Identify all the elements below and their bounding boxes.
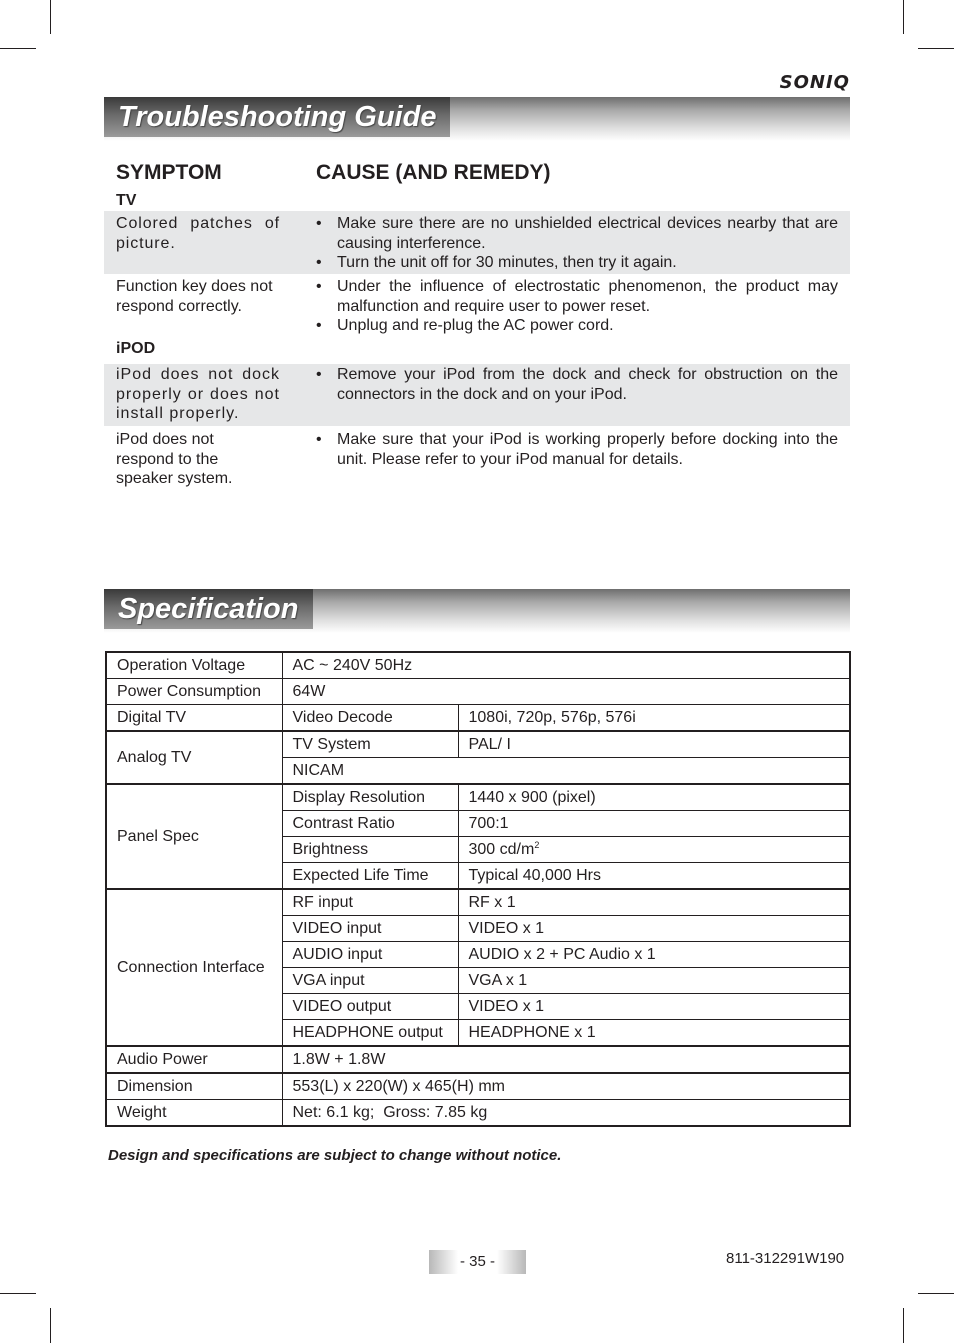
category-ipod: iPOD [116, 340, 156, 357]
cause-list [316, 430, 838, 469]
spec-subitem: VIDEO output [282, 994, 458, 1020]
spec-subitem: Display Resolution [282, 784, 458, 811]
spec-subitem: Expected Life Time [282, 863, 458, 890]
cause-list [316, 277, 838, 336]
cause-item: • Unplug and re-plug the AC power cord. [316, 316, 838, 336]
spec-value: 553(L) x 220(W) x 465(H) mm [282, 1073, 850, 1100]
table-row [106, 679, 850, 705]
specification-table [105, 651, 851, 1127]
specification-header-bar [104, 589, 850, 633]
crop-mark [50, 1308, 51, 1343]
spec-subitem: TV System [282, 731, 458, 758]
table-row [106, 1046, 850, 1073]
table-row [106, 1073, 850, 1100]
crop-mark [0, 48, 36, 49]
spec-label: Operation Voltage [106, 652, 282, 679]
document-number: 811-312291W190 [726, 1250, 845, 1267]
cause-list [316, 214, 838, 273]
spec-label: Panel Spec [106, 784, 282, 889]
cause-list [316, 365, 838, 404]
spec-subitem: Contrast Ratio [282, 811, 458, 837]
spec-value: 1440 x 900 (pixel) [458, 784, 850, 811]
symptom-text: Colored patches of picture. [116, 215, 280, 252]
crop-mark [0, 1293, 36, 1294]
troubleshooting-header-bar [104, 97, 850, 141]
spec-subitem: NICAM [282, 758, 850, 785]
cause-item: • Make sure that your iPod is working properly before docking into the unit. Please refer to your iPod manual for details. [316, 430, 838, 469]
spec-value: VIDEO x 1 [458, 916, 850, 942]
spec-value: 64W [282, 679, 850, 705]
brightness-value: 300 cd/m [468, 841, 535, 858]
spec-value: 1.8W + 1.8W [282, 1046, 850, 1073]
crop-mark [918, 1293, 954, 1294]
crop-mark [903, 0, 904, 34]
spec-label: Audio Power [106, 1046, 282, 1073]
spec-subitem: VIDEO input [282, 916, 458, 942]
cause-item: • Remove your iPod from the dock and check for obstruction on the connectors in the dock and on your iPod. [316, 365, 838, 404]
specification-title: Specification [118, 593, 299, 625]
table-row [106, 731, 850, 758]
spec-subitem: Video Decode [282, 705, 458, 732]
spec-subitem: AUDIO input [282, 942, 458, 968]
cause-column-header: CAUSE (AND REMEDY) [316, 161, 551, 184]
footnote: Design and specifications are subject to change without notice. [108, 1147, 562, 1164]
spec-value: Net: 6.1 kg; Gross: 7.85 kg [282, 1100, 850, 1127]
table-row [106, 652, 850, 679]
spec-value: 1080i, 720p, 576p, 576i [458, 705, 850, 732]
spec-value: PAL/ I [458, 731, 850, 758]
cause-item: • Under the influence of electrostatic phenomenon, the product may malfunction and require user to power reset. [316, 277, 838, 316]
table-row [106, 784, 850, 811]
spec-value: Typical 40,000 Hrs [458, 863, 850, 890]
symptom-text: Function key does not respond correctly. [116, 278, 273, 315]
crop-mark [903, 1308, 904, 1343]
spec-value: HEADPHONE x 1 [458, 1020, 850, 1047]
spec-value: AC ~ 240V 50Hz [282, 652, 850, 679]
spec-subitem: Brightness [282, 837, 458, 863]
page-number: - 35 - [429, 1250, 526, 1274]
spec-label: Digital TV [106, 705, 282, 732]
table-row [106, 889, 850, 916]
specification-title-tab [104, 589, 313, 629]
spec-value: VGA x 1 [458, 968, 850, 994]
cause-item: • Make sure there are no unshielded electrical devices nearby that are causing interference. [316, 214, 838, 253]
table-row [106, 1100, 850, 1127]
symptom-column-header: SYMPTOM [116, 161, 222, 184]
spec-value: VIDEO x 1 [458, 994, 850, 1020]
spec-value: 700:1 [458, 811, 850, 837]
spec-subitem: HEADPHONE output [282, 1020, 458, 1047]
spec-value [458, 837, 850, 863]
crop-mark [918, 48, 954, 49]
table-row [106, 705, 850, 732]
spec-subitem: VGA input [282, 968, 458, 994]
category-tv: TV [116, 192, 137, 209]
spec-label: Connection Interface [106, 889, 282, 1046]
symptom-text: iPod does not dock properly or does not install properly. [116, 366, 280, 422]
spec-value: RF x 1 [458, 889, 850, 916]
cause-item: • Turn the unit off for 30 minutes, then try it again. [316, 253, 838, 273]
troubleshooting-title: Troubleshooting Guide [118, 101, 437, 133]
crop-mark [50, 0, 51, 34]
spec-label: Analog TV [106, 731, 282, 784]
brand-logo: SONIQ [779, 72, 850, 93]
symptom-text: iPod does not respond to the speaker system. [116, 431, 233, 487]
spec-label: Power Consumption [106, 679, 282, 705]
spec-label: Dimension [106, 1073, 282, 1100]
spec-label: Weight [106, 1100, 282, 1127]
brightness-superscript: 2 [534, 840, 540, 850]
spec-value: AUDIO x 2 + PC Audio x 1 [458, 942, 850, 968]
spec-subitem: RF input [282, 889, 458, 916]
troubleshooting-title-tab [104, 97, 450, 137]
